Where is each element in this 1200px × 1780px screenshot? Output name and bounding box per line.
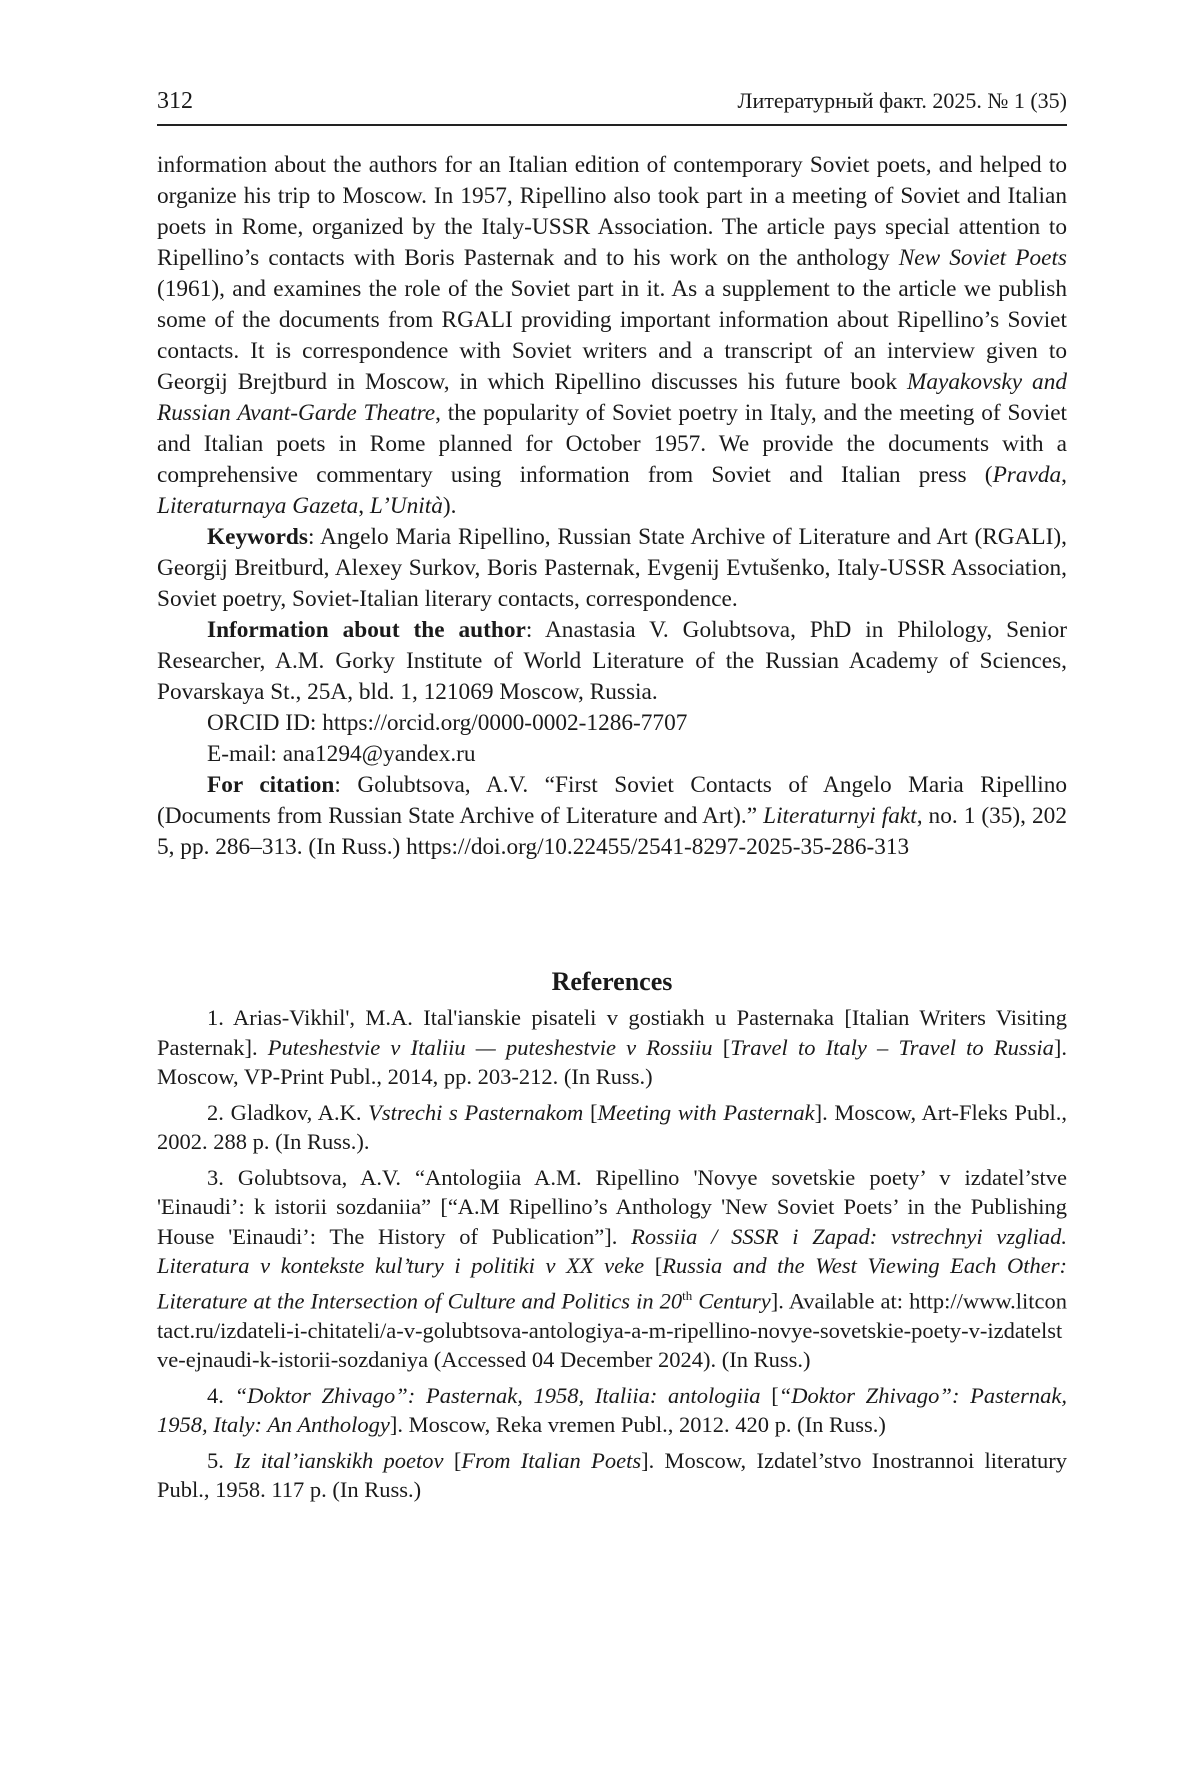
reference-item: 5. Iz ital’ianskikh poetov [From Italian Poets]. Moscow, Izdatel’stvo Inostrannoi literatury Publ., 1958. 117 p. (In Russ.) [157,1447,1068,1502]
references-list [157,1003,1067,1505]
references-heading: References [551,967,673,996]
keywords-paragraph: Keywords: Angelo Maria Ripellino, Russian State Archive of Literature and Art (RGALI), Georgij Breitburd, Alexey Surkov, Boris Pasternak, Evgenij Evtušenko, Italy-USSR Association, Soviet poetry, Soviet-Italian literary contacts, correspondence. [157,524,1067,612]
reference-item: 4. “Doktor Zhivago”: Pasternak, 1958, Italiia: antologiia [“Doktor Zhivago”: Pasternak, 1958, Italy: An Anthology]. Moscow, Reka vremen Publ., 2012. 420 p. (In Russ.) [157,1382,1067,1437]
journal-running-title: Литературный факт. 2025. № 1 (35) [737,88,1067,113]
running-header [157,88,1067,126]
book-title: Mayakovsky and Russian Avant-Garde Theatre [157,369,1067,426]
citation-journal: Literaturnyi fakt [763,803,917,829]
email-line[interactable]: E-mail: ana1294@yandex.ru [207,741,476,767]
abstract-paragraph: information about the authors for an Italian edition of contemporary Soviet poets, and helped to organize his trip to Moscow. In 1957, Ripellino also took part in a meeting of Soviet and Italian poets in Rome, organized by the Italy-USSR Association. The article pays special attention to Ripellino’s contacts with Boris Pasternak and to his work on the anthology New Soviet Poets (1961), and examines the role of the Soviet part in it. As a supplement to the article we publish some of the documents from RGALI providing important information about Ripellino’s Soviet contacts. It is correspondence with Soviet writers and a transcript of an interview given to Georgij Brejtburd in Moscow, in which Ripellino discusses his future book Mayakovsky and Russian Avant-Garde Theatre, the popularity of Soviet poetry in Italy, and the meeting of Soviet and Italian poets in Rome planned for October 1957. We provide the documents with a comprehensive commentary using information from Soviet and Italian press (Pravda, Literaturnaya Gazeta, L’Unità). [157,152,1068,519]
author-info-label: Information about the author [207,617,526,643]
reference-item: 2. Gladkov, A.K. Vstrechi s Pasternakom [Meeting with Pasternak]. Moscow, Art-Fleks Publ., 2002. 288 p. (In Russ.). [157,1099,1067,1154]
newspaper-pravda: Pravda [992,462,1062,488]
newspaper-unita: L’Unità [369,493,443,519]
reference-item: 3. Golubtsova, A.V. “Antologiia A.M. Ripellino 'Novye sovetskie poety’ v izdatel’stve 'Einaudi’: k istorii sozdaniia” [“A.M Ripellino’s Anthology 'New Soviet Poets’ in the Publishing House 'Einaudi’: The History of Publication”]. Rossiia / SSSR i Zapad: vstrechnyi vzgliad. Literatura v kontekste kul’tury i politiki v XX veke [Russia and the West Viewing Each Other: Literature at the Intersection of Culture and Politics in 20th Century]. Available at: http://www.litcontact.ru/izdateli-i-chitateli/a-v-golubtsova-antologiya-a-m-ripellino-novye-sovetskie-poety-v-izdatelstve-ejnaudi-k-istorii-sozdaniya (Accessed 04 December 2024). (In Russ.) [157,1164,1067,1372]
reference-url[interactable]: ]. Available at: http://www.litcontact.ru/izdateli-i-chitateli/a-v-golubtsova-antologiya-a-m-ripellino-novye-sovetskie-poety-v-izdatelstve-ejnaudi-k-istorii-sozdaniya (Accessed 04 December 2024). (In Russ.) [157,1288,1067,1372]
anthology-title: New Soviet Poets [898,245,1067,271]
newspaper-gazeta: Literaturnaya Gazeta [157,493,359,519]
citation-label: For citation [207,772,335,798]
reference-item: 1. Arias-Vikhil', M.A. Ital'ianskie pisateli v gostiakh u Pasternaka [Italian Writers Visiting Pasternak]. Puteshestvie v Italiiu — puteshestvie v Rossiiu [Travel to Italy – Travel to Russia]. Moscow, VP-Print Publ., 2014, pp. 203-212. (In Russ.) [157,1005,1067,1089]
orcid-line[interactable]: ORCID ID: https://orcid.org/0000-0002-1286-7707 [207,710,688,736]
page-number: 312 [157,88,193,114]
keywords-label: Keywords [207,524,308,550]
author-info-paragraph: Information about the author: Anastasia V. Golubtsova, PhD in Philology, Senior Researcher, A.M. Gorky Institute of World Literature of the Russian Academy of Sciences, Povarskaya St., 25A, bld. 1, 121069 Moscow, Russia. [157,617,1068,705]
citation-paragraph: For citation: Golubtsova, A.V. “First Soviet Contacts of Angelo Maria Ripellino (Documents from Russian State Archive of Literature and Art).” Literaturnyi fakt, no. 1 (35), 2025, pp. 286–313. (In Russ.) https://doi.org/10.22455/2541-8297-2025-35-286-313 [157,772,1067,860]
citation-doi[interactable]: , no. 1 (35), 2025, pp. 286–313. (In Russ.) https://doi.org/10.22455/2541-8297-2025-35-286-313 [157,803,1067,860]
article-body [157,150,1067,1511]
